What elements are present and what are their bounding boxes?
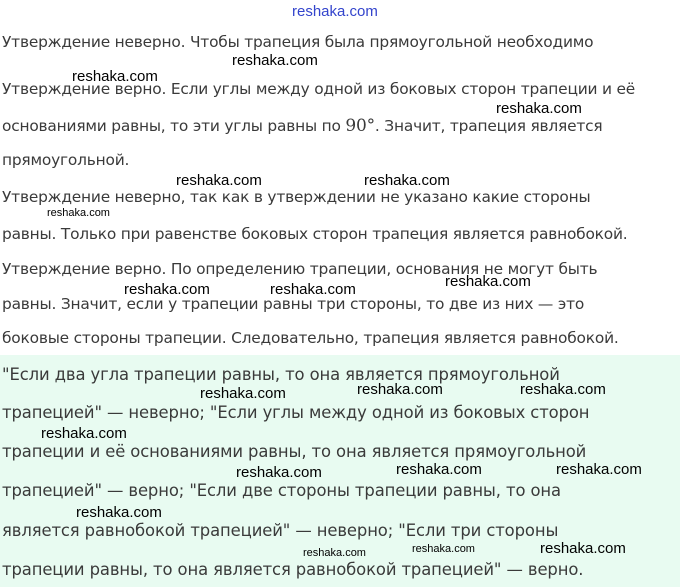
watermark: reshaka.com xyxy=(396,461,482,478)
statement-3-line-1: Утверждение неверно, так как в утверждении не указано какие стороны xyxy=(2,188,591,206)
answer-line-3: трапеции и её основаниями равны, то она является прямоугольной xyxy=(2,442,587,461)
statement-2-line-3: прямоугольной. xyxy=(2,151,130,169)
statement-2-line-2-start: основаниями равны, то эти углы равны по xyxy=(2,117,346,135)
watermark-small: reshaka.com xyxy=(303,547,366,559)
answer-line-5: является равнобокой трапецией" — неверно; "Если три стороны xyxy=(2,521,559,540)
watermark: reshaka.com xyxy=(236,464,322,481)
answer-line-2: трапецией" — неверно; "Если углы между одной из боковых сторон xyxy=(2,403,590,422)
statement-4-line-1: Утверждение верно. По определению трапеции, основания не могут быть xyxy=(2,260,598,278)
watermark: reshaka.com xyxy=(445,273,531,290)
watermark-small: reshaka.com xyxy=(47,207,110,219)
angle-value: 90° xyxy=(345,116,375,136)
answer-line-6: трапеции равны, то она является равнобокой трапецией" — верно. xyxy=(2,560,584,579)
watermark: reshaka.com xyxy=(124,281,210,298)
watermark: reshaka.com xyxy=(556,461,642,478)
watermark: reshaka.com xyxy=(364,172,450,189)
answer-line-1: "Если два угла трапеции равны, то она является прямоугольной xyxy=(2,365,560,384)
watermark: reshaka.com xyxy=(520,381,606,398)
watermark: reshaka.com xyxy=(200,385,286,402)
statement-2-line-2 xyxy=(2,116,602,136)
watermark: reshaka.com xyxy=(357,381,443,398)
watermark: reshaka.com xyxy=(270,281,356,298)
watermark-small: reshaka.com xyxy=(412,543,475,555)
watermark: reshaka.com xyxy=(540,540,626,557)
statement-2-line-1: Утверждение верно. Если углы между одной из боковых сторон трапеции и её xyxy=(2,80,636,98)
statement-3-line-2: равны. Только при равенстве боковых сторон трапеция является равнобокой. xyxy=(2,225,628,243)
watermark: reshaka.com xyxy=(76,504,162,521)
watermark: reshaka.com xyxy=(72,68,158,85)
statement-1-line-1: Утверждение неверно. Чтобы трапеция была прямоугольной необходимо xyxy=(2,33,594,51)
watermark: reshaka.com xyxy=(176,172,262,189)
watermark: reshaka.com xyxy=(41,425,127,442)
statement-4-line-2: равны. Значит, если у трапеции равны три стороны, то две из них — это xyxy=(2,295,585,313)
watermark-top: reshaka.com xyxy=(292,3,378,20)
watermark: reshaka.com xyxy=(232,52,318,69)
answer-line-4: трапецией" — верно; "Если две стороны трапеции равны, то она xyxy=(2,481,561,500)
statement-4-line-3: боковые стороны трапеции. Следовательно, трапеция является равнобокой. xyxy=(2,329,619,347)
statement-2-line-2-end: . Значит, трапеция является xyxy=(374,117,603,135)
watermark: reshaka.com xyxy=(496,100,582,117)
